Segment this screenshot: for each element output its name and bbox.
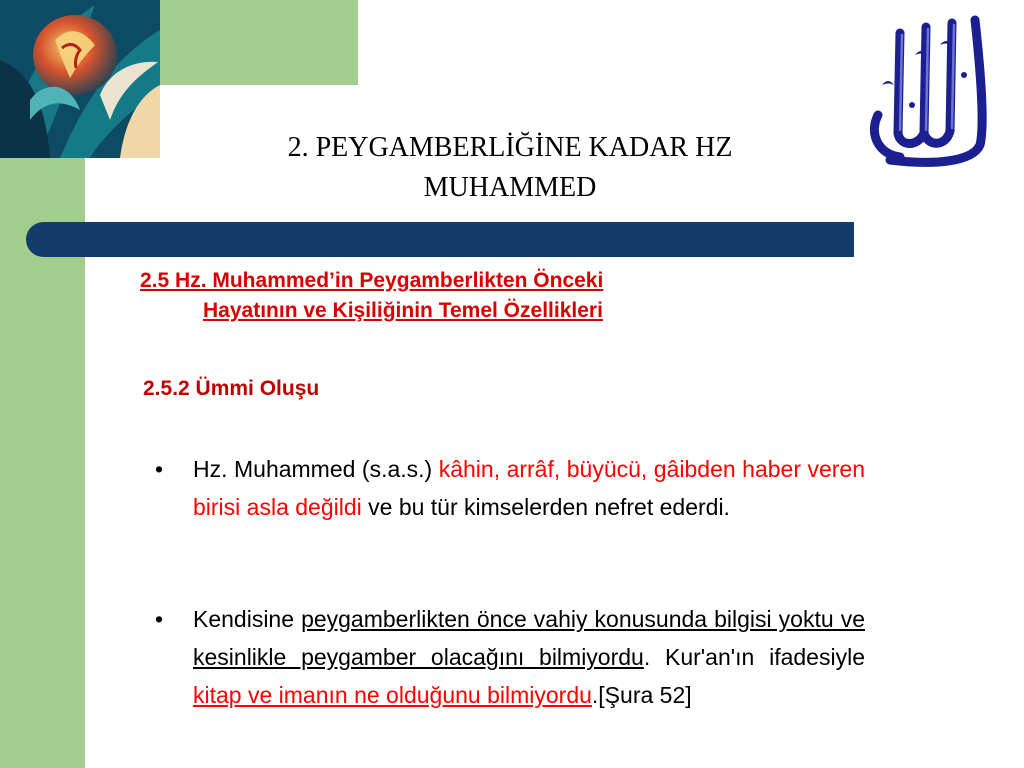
allah-calligraphy-icon (860, 15, 1000, 170)
bullet-2-citation: .[Şura 52] (591, 682, 692, 708)
bullet-item-2 (155, 600, 865, 714)
bullet-1-highlight: kâhin, arrâf, büyücü, gâibden haber veren birisi asla değildi (193, 456, 866, 520)
section-heading (140, 266, 840, 326)
bullet-item-1 (155, 450, 865, 526)
bullet-1-tail: ve bu tür kimselerden nefret ederdi. (361, 494, 730, 520)
slide-title-line1: 2. PEYGAMBERLİĞİNE KADAR HZ (287, 132, 733, 163)
bullet-list (155, 450, 865, 526)
bullet-marker: • (155, 456, 164, 482)
subsection-heading: 2.5.2 Ümmi Oluşu (143, 377, 320, 400)
section-heading-line1: 2.5 Hz. Muhammed’in Peygamberlikten Önceki (140, 269, 604, 292)
bullet-marker: • (155, 606, 164, 632)
slide-title-line2: MUHAMMED (423, 172, 597, 203)
section-heading-line2: Hayatının ve Kişiliğinin Temel Özellikleri (203, 299, 603, 322)
bullet-2-highlight: kitap ve imanın ne olduğunu bilmiyordu (193, 682, 592, 708)
bullet-2-underlined: peygamberlikten önce vahiy konusunda bilgisi yoktu ve kesinlikle peygamber olacağını bilmiyordu (193, 606, 865, 670)
bullet-list-2 (155, 600, 865, 714)
bullet-2-mid: . Kur'an'ın ifadesiyle (643, 644, 865, 670)
bullet-1-text: Hz. Muhammed (s.a.s.) (193, 456, 439, 482)
title-divider-bar (26, 222, 854, 257)
calligraphy-emblem-icon (0, 0, 160, 158)
bullet-2-text: Kendisine (193, 606, 302, 632)
slide-title (180, 128, 840, 208)
